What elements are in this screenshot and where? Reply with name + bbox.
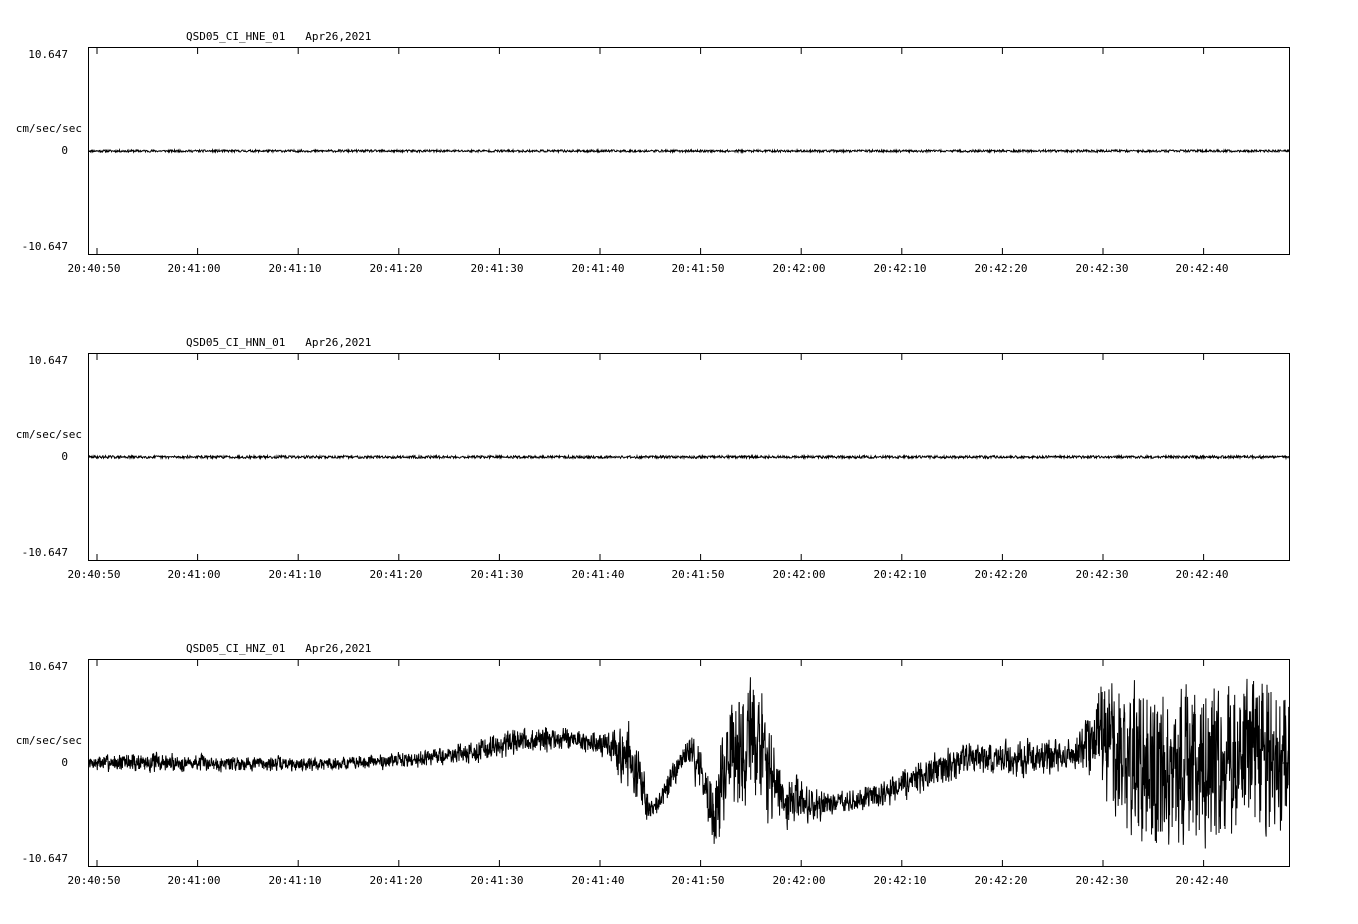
- x-tick-label: 20:41:40: [571, 568, 625, 581]
- x-tick-label: 20:40:50: [67, 874, 121, 887]
- waveform-trace-hnn: [89, 354, 1289, 560]
- x-tick-label: 20:41:30: [470, 874, 524, 887]
- y-tick-mid-hnn: 0: [61, 450, 68, 463]
- y-tick-top-hne: 10.647: [28, 48, 68, 61]
- chart-panel-hnn: [0, 306, 1358, 606]
- plot-area-hne: [88, 47, 1290, 255]
- y-tick-bottom-hnz: -10.647: [21, 852, 68, 865]
- chart-title-hnn: QSD05_CI_HNN_01 Apr26,2021: [186, 336, 372, 349]
- x-tick-label: 20:42:30: [1075, 568, 1129, 581]
- x-tick-label: 20:41:30: [470, 568, 524, 581]
- x-tick-label: 20:42:20: [974, 262, 1028, 275]
- x-tick-label: 20:41:00: [167, 568, 221, 581]
- plot-area-hnz: [88, 659, 1290, 867]
- x-tick-label: 20:42:10: [873, 568, 927, 581]
- x-tick-label: 20:41:50: [671, 262, 725, 275]
- x-tick-label: 20:40:50: [67, 568, 121, 581]
- chart-panel-hnz: [0, 612, 1358, 924]
- x-tick-label: 20:42:40: [1175, 262, 1229, 275]
- x-tick-label: 20:41:10: [268, 874, 322, 887]
- x-tick-label: 20:42:00: [772, 874, 826, 887]
- x-tick-label: 20:42:20: [974, 874, 1028, 887]
- y-axis-label-hne: cm/sec/sec: [15, 122, 82, 135]
- x-tick-label: 20:42:00: [772, 262, 826, 275]
- x-tick-label: 20:42:10: [873, 262, 927, 275]
- x-tick-label: 20:41:50: [671, 568, 725, 581]
- x-tick-label: 20:41:10: [268, 262, 322, 275]
- x-tick-label: 20:41:40: [571, 874, 625, 887]
- plot-area-hnn: [88, 353, 1290, 561]
- y-tick-top-hnn: 10.647: [28, 354, 68, 367]
- x-tick-label: 20:41:00: [167, 262, 221, 275]
- y-tick-bottom-hne: -10.647: [21, 240, 68, 253]
- waveform-trace-hne: [89, 48, 1289, 254]
- chart-title-hnz: QSD05_CI_HNZ_01 Apr26,2021: [186, 642, 372, 655]
- chart-title-hne: QSD05_CI_HNE_01 Apr26,2021: [186, 30, 372, 43]
- y-tick-top-hnz: 10.647: [28, 660, 68, 673]
- x-tick-label: 20:41:20: [369, 568, 423, 581]
- y-axis-label-hnn: cm/sec/sec: [15, 428, 82, 441]
- x-tick-label: 20:42:10: [873, 874, 927, 887]
- x-tick-label: 20:42:00: [772, 568, 826, 581]
- x-tick-label: 20:41:50: [671, 874, 725, 887]
- x-tick-label: 20:42:40: [1175, 568, 1229, 581]
- x-tick-label: 20:41:20: [369, 262, 423, 275]
- x-tick-label: 20:41:40: [571, 262, 625, 275]
- x-tick-label: 20:42:30: [1075, 262, 1129, 275]
- x-tick-label: 20:41:20: [369, 874, 423, 887]
- x-tick-label: 20:41:30: [470, 262, 524, 275]
- y-tick-mid-hne: 0: [61, 144, 68, 157]
- waveform-trace-hnz: [89, 660, 1289, 866]
- y-tick-bottom-hnn: -10.647: [21, 546, 68, 559]
- y-axis-label-hnz: cm/sec/sec: [15, 734, 82, 747]
- x-tick-label: 20:42:20: [974, 568, 1028, 581]
- x-tick-label: 20:42:40: [1175, 874, 1229, 887]
- x-tick-label: 20:42:30: [1075, 874, 1129, 887]
- chart-panel-hne: [0, 0, 1358, 300]
- x-tick-label: 20:41:10: [268, 568, 322, 581]
- x-tick-label: 20:41:00: [167, 874, 221, 887]
- y-tick-mid-hnz: 0: [61, 756, 68, 769]
- x-tick-label: 20:40:50: [67, 262, 121, 275]
